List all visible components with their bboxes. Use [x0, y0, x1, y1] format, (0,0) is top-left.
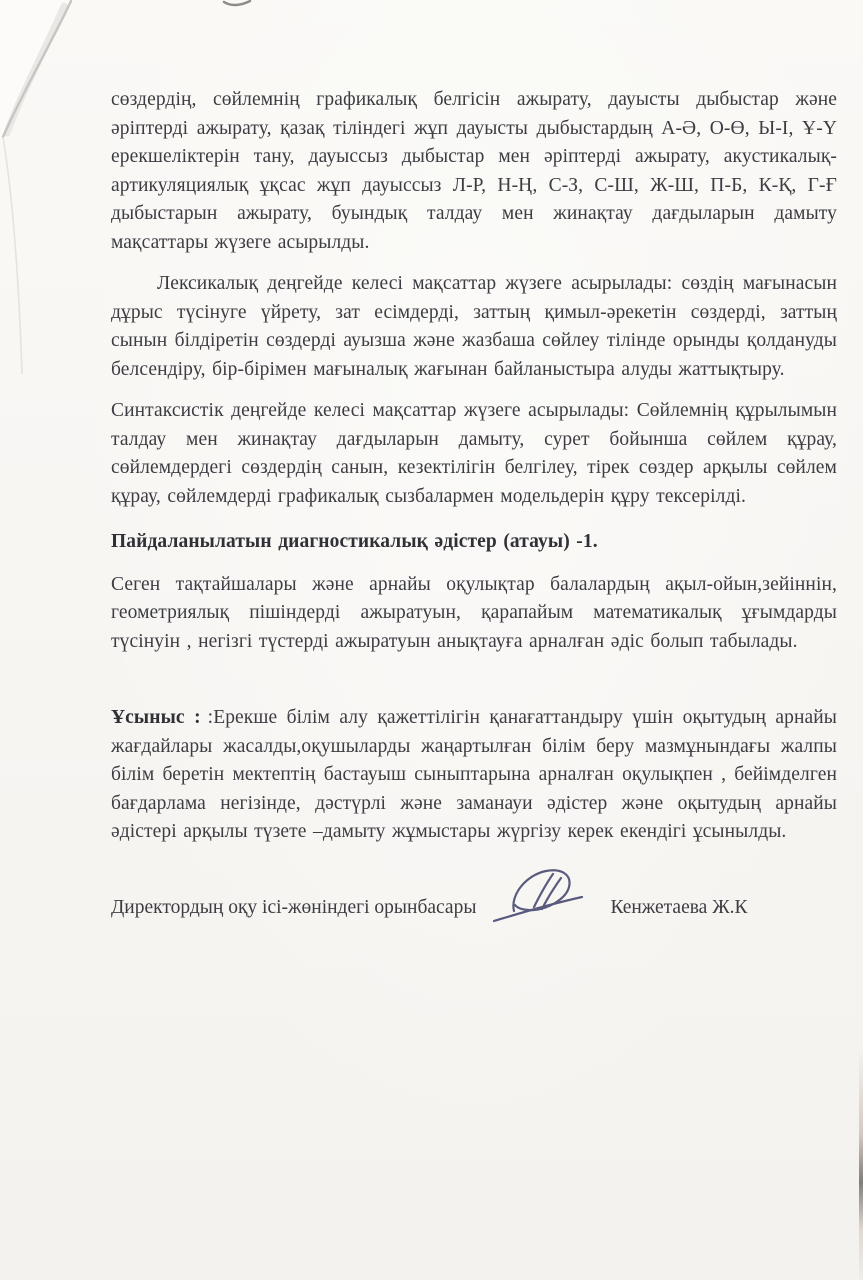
- paragraph-phonetic-goals: сөздердің, сөйлемнің графикалық белгісін ажырату, дауысты дыбыстар және әріптерді ажырату, қазақ тіліндегі жұп дауысты дыбыстардың А-Ә, О-Ө, Ы-І, Ұ-Ү ерекшеліктерін тану, дауыссыз дыбыстар мен әріптерді ажырату, акустикалық-артикуляциялық ұқсас жұп дауыссыз Л-Р, Н-Ң, С-З, С-Ш, Ж-Ш, П-Б, К-Қ, Г-Ғ дыбыстарын ажырату, буындық талдау мен жинақтау дағдыларын дамыту мақсаттары жүзеге асырылды.: [111, 89, 837, 253]
- recommendation-label: Ұсыныс :: [111, 707, 201, 728]
- diagnostic-methods-heading: Пайдаланылатын диагностикалық әдістер (атауы) -1.: [111, 531, 598, 552]
- recommendation-paragraph: [111, 704, 837, 847]
- paragraph-seguin-method: Сеген тақтайшалары және арнайы оқулықтар балалардың ақыл-ойын,зейіннін, геометриялық пішіндерді ажыратуын, қарапайым математикалық ұғымдарды түсінуін , негізгі түстерді ажыратуын анықтауға арналған әдіс болып табылады.: [111, 573, 837, 652]
- signature-row: [111, 891, 837, 927]
- paragraph-syntactic-goals: Синтаксистік деңгейде келесі мақсаттар жүзеге асырылады: Сөйлемнің құрылымын талдау мен жинақтау дағдыларын дамыту, сурет бойынша сөйлем құрау, сөйлемдердегі сөздердің санын, кезектілігін белгілеу, тірек сөздер арқылы сөйлем құрау, сөйлемдерді графикалық сызбалармен модельдерін құру тексерілді.: [111, 400, 837, 507]
- signature-name: Кенжетаева Ж.К: [610, 897, 748, 919]
- recommendation-text: :Ерекше білім алу қажеттілігін қанағаттандыру үшін оқытудың арнайы жағдайлары жасалды,оқушыларды жаңартылған білім беру мазмұнындағы жалпы білім беретін мектептің бастауыш сыныптарына арналған оқулықпен , бейімделген бағдарлама негізінде, дәстүрлі және заманауи әдістер және оқытудың арнайы әдістері арқылы түзете –дамыту жұмыстары жүргізу керек екендігі ұсынылды.: [111, 707, 837, 842]
- body-text: [111, 86, 837, 927]
- photo-edge-artifact: [859, 1050, 863, 1280]
- signature-scribble-icon: [490, 865, 586, 927]
- signature-role: Директордың оқу ісі-жөніндегі орынбасары: [111, 897, 477, 919]
- paragraph-lexical-goals: Лексикалық деңгейде келесі мақсаттар жүзеге асырылады: сөздің мағынасын дұрыс түсінуге үйрету, зат есімдерді, заттың қимыл-әрекетін сөздерді, заттың сынын білдіретін сөздерді ауызша және жазбаша сөйлеу тілінде орынды қолдануды белсендіру, бір-бірімен мағыналық жағынан байланыстыра алуды жаттықтыру.: [111, 273, 837, 380]
